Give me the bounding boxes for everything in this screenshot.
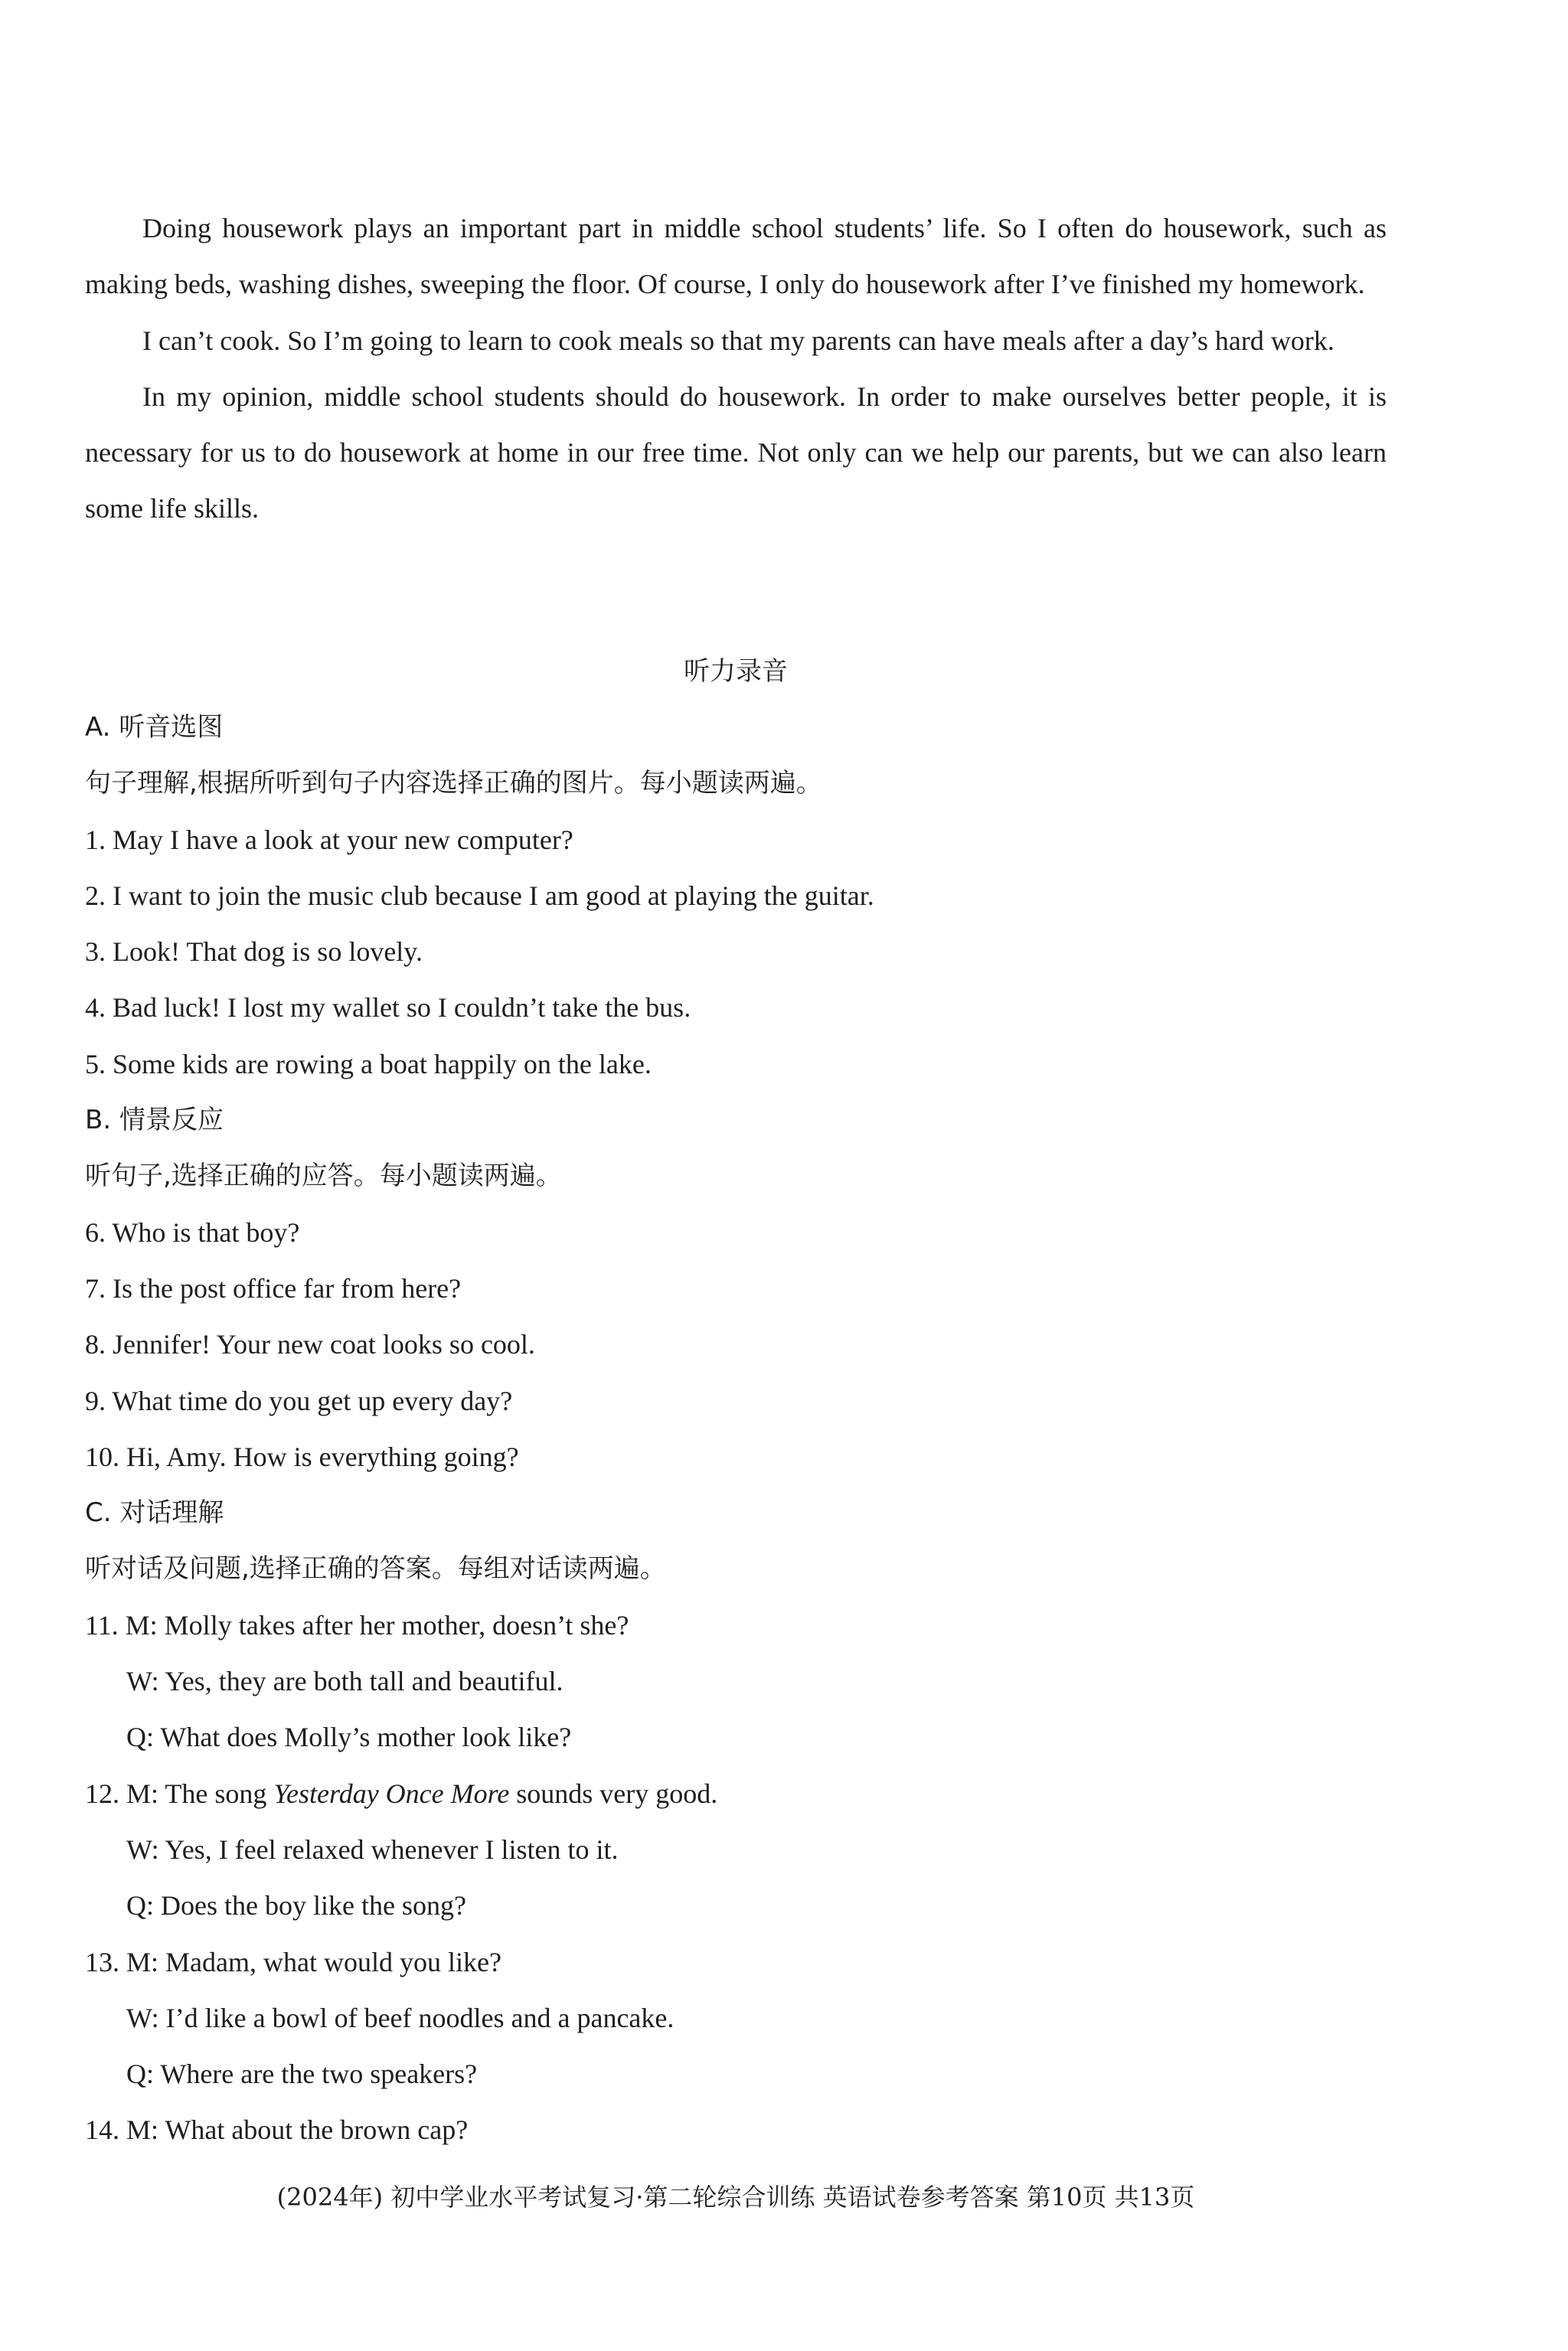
section-b-instruction: 听句子,选择正确的应答。每小题读两遍。 (85, 1161, 562, 1192)
list-item: 8. Jennifer! Your new coat looks so cool. (85, 1329, 535, 1360)
dialogue-11-question: Q: What does Molly’s mother look like? (126, 1722, 572, 1753)
page-footer: (2024年) 初中学业水平考试复习·第二轮综合训练 英语试卷参考答案 第10页 共13页 (276, 2183, 1195, 2212)
section-b-heading: B. 情景反应 (85, 1105, 224, 1136)
section-c-instruction: 听对话及问题,选择正确的答案。每组对话读两遍。 (85, 1553, 666, 1585)
song-title: Yesterday Once More (273, 1778, 510, 1809)
dialogue-12-man-suffix: sounds very good. (509, 1778, 718, 1809)
listening-script (85, 700, 1387, 2159)
dialogue-14-man: 14. M: What about the brown cap? (85, 2114, 469, 2146)
list-item: 3. Look! That dog is so lovely. (85, 936, 423, 968)
essay-paragraph-3: In my opinion, middle school students should do housework. In order to make ourselves better people, it is necessary for us to do housework at home in our free time. Not only can we help our parents, but we can also learn some life skills. (85, 380, 1387, 524)
list-item: 7. Is the post office far from here? (85, 1272, 462, 1304)
list-item: 1. May I have a look at your new computer? (85, 824, 573, 855)
list-item: 9. What time do you get up every day? (85, 1385, 513, 1416)
list-item: 10. Hi, Amy. How is everything going? (85, 1441, 519, 1472)
list-item: 5. Some kids are rowing a boat happily on the lake. (85, 1048, 652, 1079)
section-c-heading: C. 对话理解 (85, 1497, 224, 1529)
essay-paragraph-1: Doing housework plays an important part in middle school students’ life. So I often do housework, such as making beds, washing dishes, sweeping the floor. Of course, I only do housework after I’ve finished my homework. (85, 213, 1387, 300)
dialogue-12-man (85, 1766, 1387, 1822)
dialogue-13-man: 13. M: Madam, what would you like? (85, 1946, 501, 1977)
dialogue-11-woman: W: Yes, they are both tall and beautiful. (126, 1666, 564, 1697)
dialogue-13-woman: W: I’d like a bowl of beef noodles and a pancake. (126, 2002, 675, 2033)
list-item: 2. I want to join the music club because I am good at playing the guitar. (85, 880, 874, 911)
essay (85, 201, 1387, 537)
listening-title: 听力录音 (684, 656, 788, 687)
dialogue-12-question: Q: Does the boy like the song? (126, 1890, 466, 1922)
list-item: 4. Bad luck! I lost my wallet so I couldn’t take the bus. (85, 992, 691, 1024)
dialogue-11-man: 11. M: Molly takes after her mother, doesn’t she? (85, 1609, 629, 1641)
dialogue-13-question: Q: Where are the two speakers? (126, 2059, 478, 2090)
section-a-heading: A. 听音选图 (85, 712, 224, 743)
essay-paragraph-2: I can’t cook. So I’m going to learn to cook meals so that my parents can have meals after a day’s hard work. (142, 325, 1334, 356)
dialogue-12-man-prefix: 12. M: The song (85, 1778, 274, 1809)
section-a-instruction: 句子理解,根据所听到句子内容选择正确的图片。每小题读两遍。 (85, 768, 822, 799)
dialogue-12-woman: W: Yes, I feel relaxed whenever I listen to it. (126, 1833, 619, 1865)
list-item: 6. Who is that boy? (85, 1216, 300, 1248)
